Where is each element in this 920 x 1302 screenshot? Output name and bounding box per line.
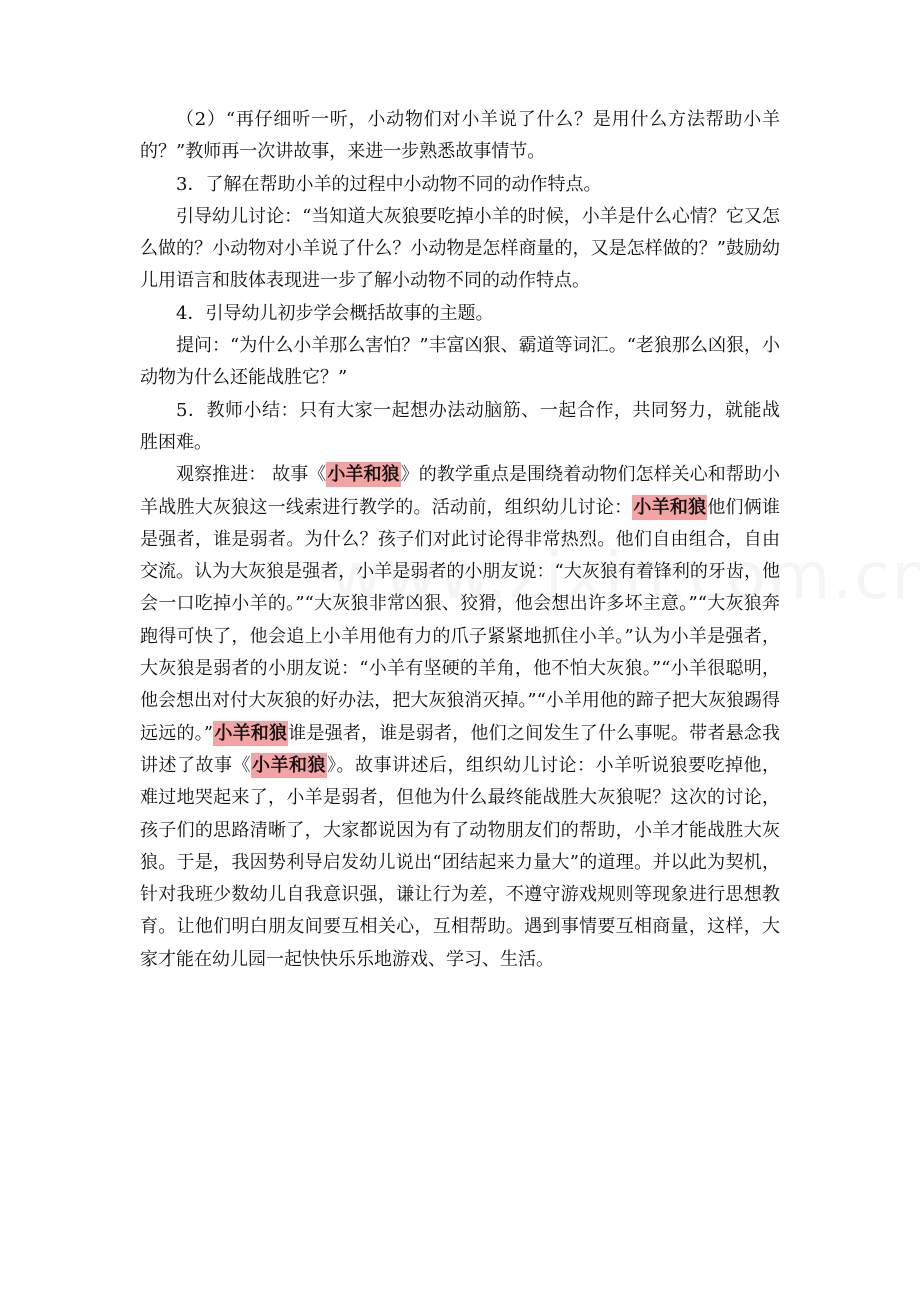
paragraph-step-3-discussion [140, 201, 780, 298]
text-run: 谁是强者，谁是弱者，他们之间发生了什么事呢。带者悬念我讲述了故事《 [140, 722, 781, 776]
text-run: 他们俩谁是强者，谁是弱者。为什么？孩子们对此讨论得非常热烈。他们自由组合，自由交流。认为大灰狼是强者，小羊是弱者的小朋友说：“大灰狼有着锋利的牙齿，他会一口吃掉小羊的。”“大灰狼非常凶狠、狡猾，他会想出许多坏主意。”“大灰狼奔跑得可快了，他会追上小羊用他有力的爪子紧紧地抓住小羊。”认为小羊是强者，大灰狼是弱者的小朋友说：“小羊有坚硬的羊角，他不怕大灰狼。”“小羊很聪明，他会想出对付大灰狼的好办法，把大灰狼消灭掉。”“小羊用他的蹄子把大灰狼踢得远远的。” [140, 496, 781, 744]
text-run: 提问：“为什么小羊那么害怕？”丰富凶狠、霸道等词汇。“老狼那么凶狠，小动物为什么还能战胜它？” [140, 335, 780, 389]
text-run: 》的教学重点是围绕着动物们怎样关心和帮助小羊战胜大灰狼这一线索进行教学的。活动前，组织幼儿讨论： [140, 464, 780, 518]
text-run: （2）“再仔细听一听，小动物们对小羊说了什么？是用什么方法帮助小羊的？”教师再一次讲故事，来进一步熟悉故事情节。 [140, 109, 780, 163]
text-run: 观察推进： 故事《 [176, 464, 327, 486]
highlighted-story-title: 小羊和狼 [633, 496, 707, 518]
highlighted-story-title: 小羊和狼 [327, 464, 400, 486]
highlighted-story-title: 小羊和狼 [252, 754, 326, 776]
paragraph-step-3-heading [140, 169, 780, 201]
paragraph-step-4-heading [140, 298, 780, 330]
paragraph-step-4-questions [140, 330, 780, 395]
highlighted-story-title: 小羊和狼 [214, 722, 288, 744]
text-run: 3．了解在帮助小羊的过程中小动物不同的动作特点。 [176, 173, 602, 195]
text-run: 4．引导幼儿初步学会概括故事的主题。 [176, 302, 494, 324]
paragraph-step-5-summary [140, 395, 780, 460]
paragraph-step-2-question [140, 104, 780, 169]
text-run: 》。故事讲述后，组织幼儿讨论：小羊听说狼要吃掉他，难过地哭起来了，小羊是弱者，但他为什么最终能战胜大灰狼呢？这次的讨论，孩子们的思路清晰了，大家都说因为有了动物朋友们的帮助，小羊才能战胜大灰狼。于是，我因势利导启发幼儿说出“团结起来力量大”的道理。并以此为契机，针对我班少数幼儿自我意识强，谦让行为差，不遵守游戏规则等现象进行思想教育。让他们明白朋友间要互相关心，互相帮助。遇到事情要互相商量，这样，大家才能在幼儿园一起快快乐乐地游戏、学习、生活。 [140, 754, 780, 970]
document-body [140, 104, 780, 976]
text-run: 5．教师小结：只有大家一起想办法动脑筋、一起合作，共同努力，就能战胜困难。 [140, 399, 780, 453]
text-run: 引导幼儿讨论：“当知道大灰狼要吃掉小羊的时候，小羊是什么心情？它又怎么做的？小动物对小羊说了什么？小动物是怎样商量的，又是怎样做的？”鼓励幼儿用语言和肢体表现进一步了解小动物不同的动作特点。 [140, 205, 780, 292]
paragraph-observation [140, 459, 780, 976]
